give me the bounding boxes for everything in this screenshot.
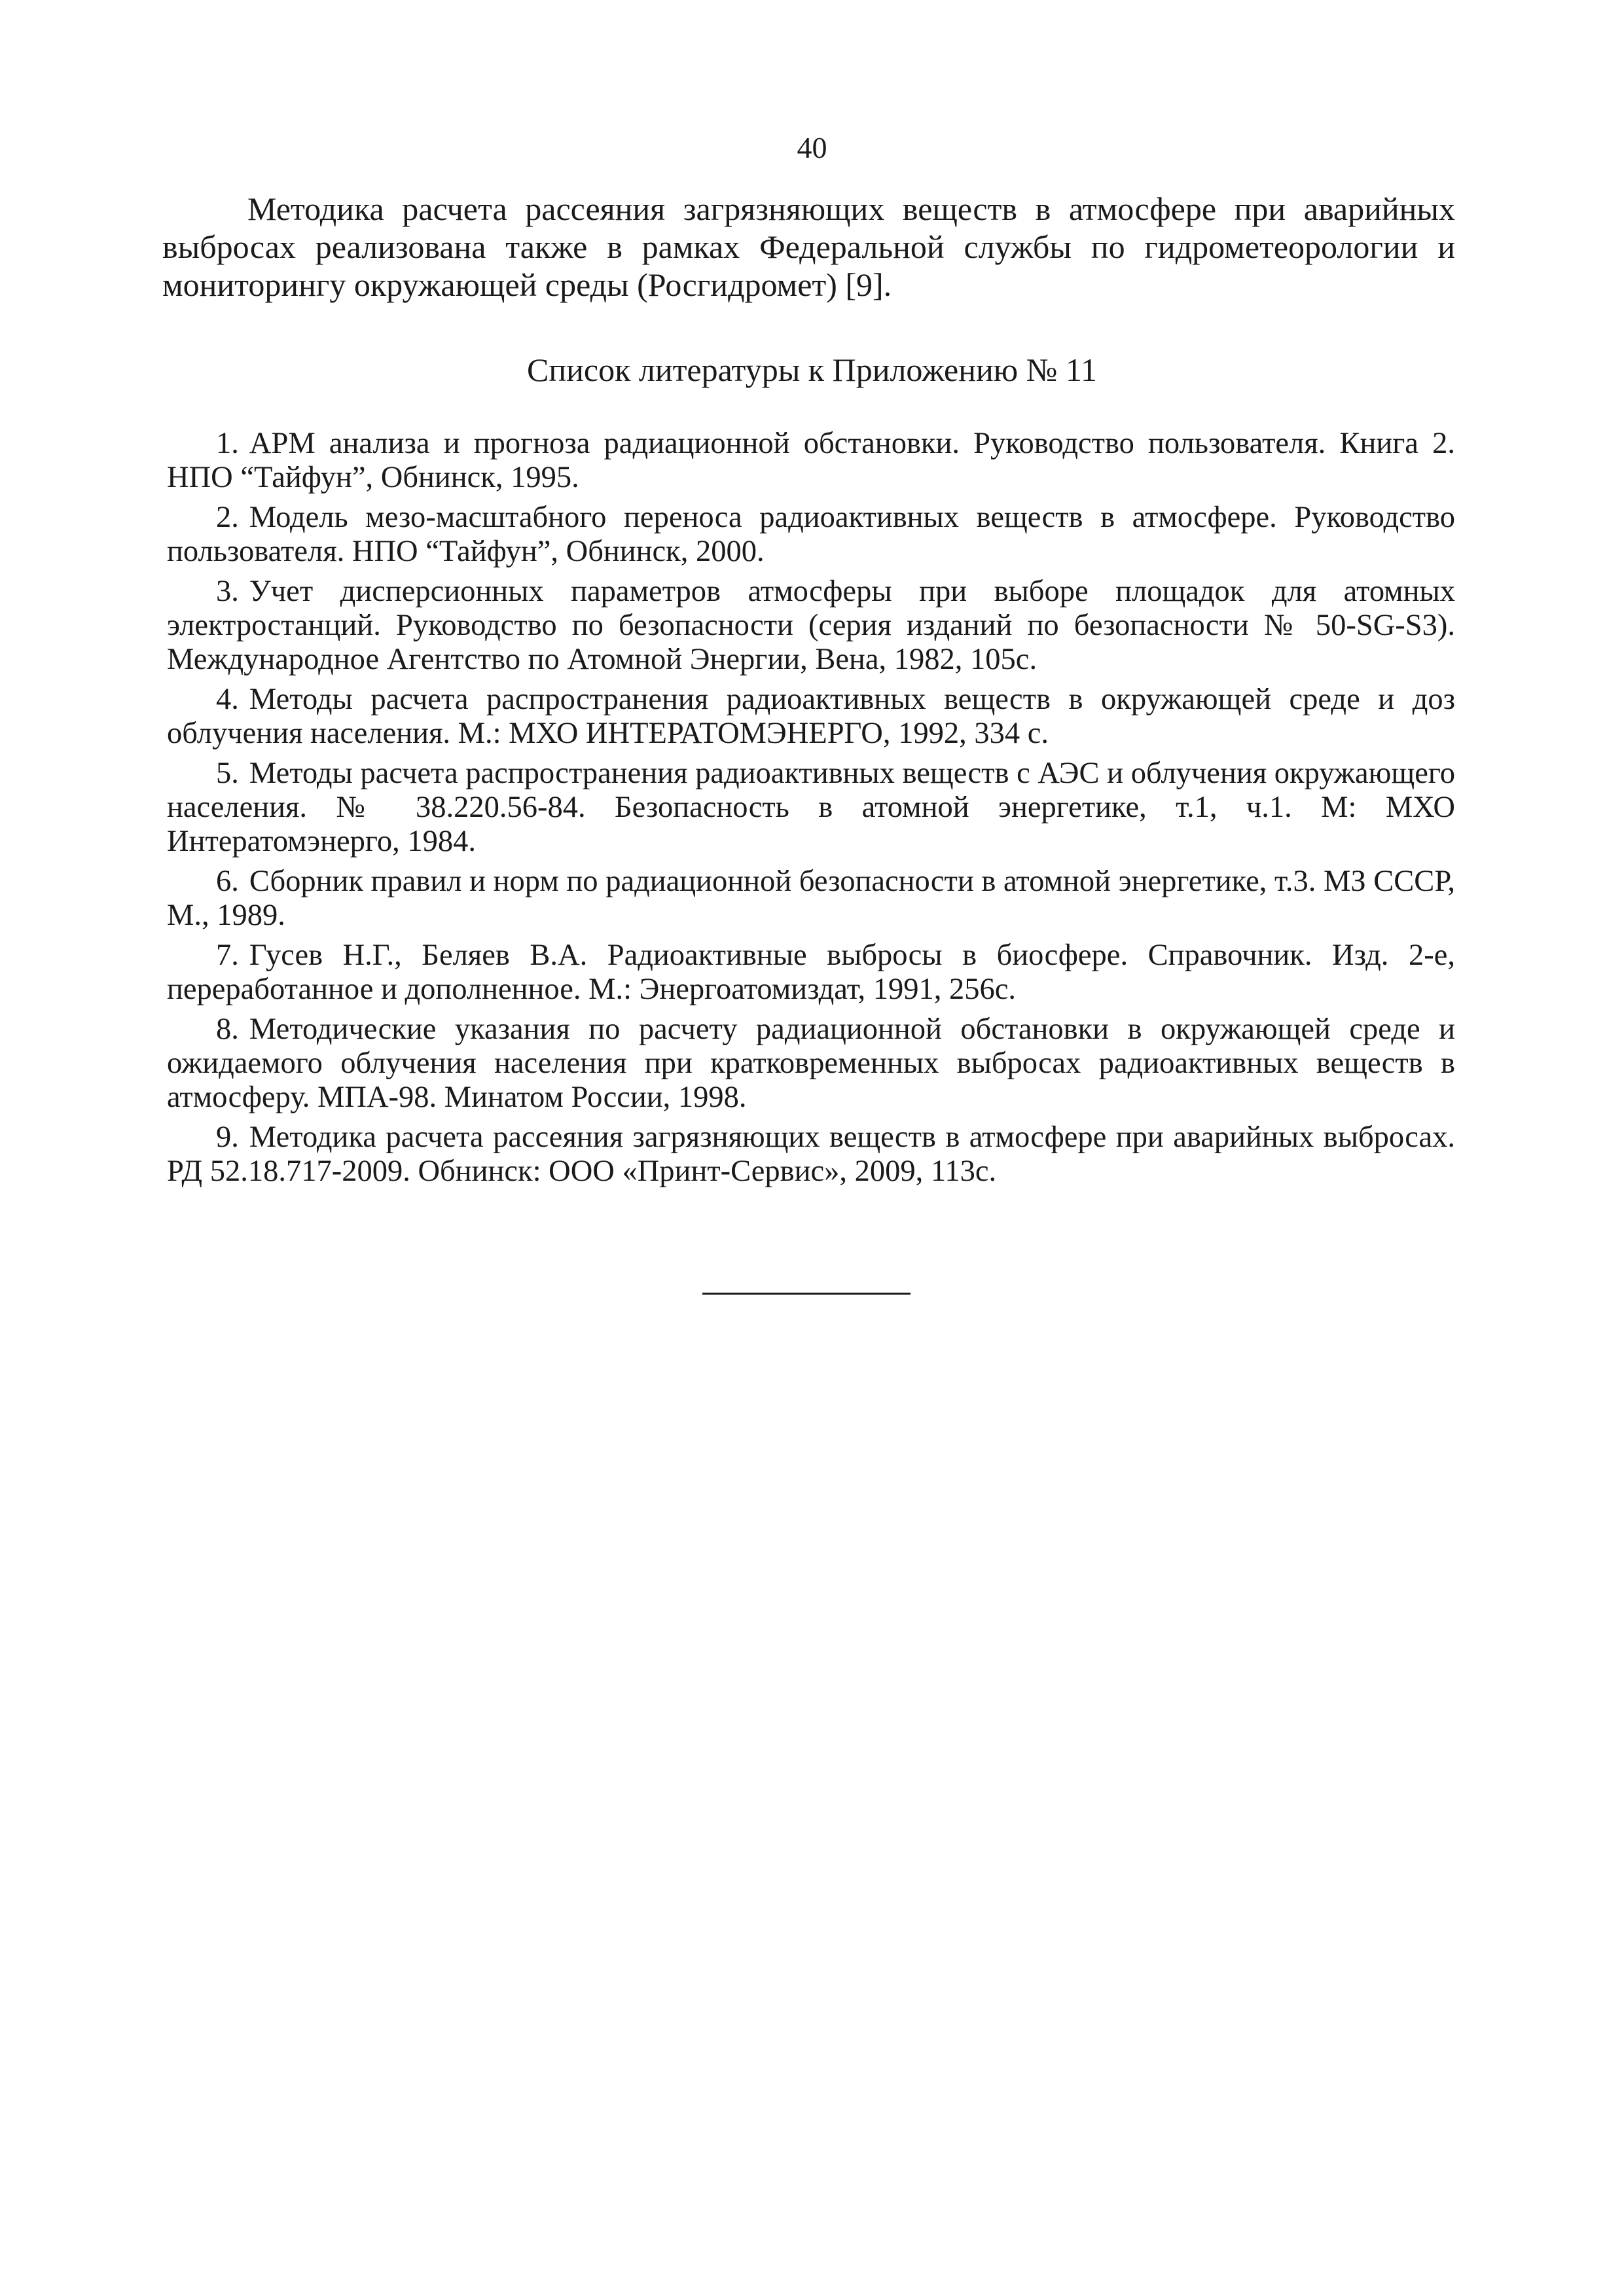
reference-number: 8. [216, 1013, 239, 1046]
reference-number: 7. [216, 939, 239, 972]
reference-number: 2. [216, 501, 239, 534]
reference-number: 4. [216, 683, 239, 716]
reference-item [167, 427, 1455, 495]
reference-list [167, 427, 1455, 1194]
reference-text: Методика расчета рассеяния загрязняющих веществ в атмосфере при аварийных выбросах. РД 52.18.717-2009. Обнинск: ООО «Принт-Сервис», 2009, 113с. [167, 1121, 1455, 1188]
reference-item [167, 939, 1455, 1007]
reference-item [167, 575, 1455, 677]
reference-text: Методы расчета распространения радиоактивных веществ с АЭС и облучения окружающего населения. № 38.220.56-84. Безопасность в атомной энергетике, т.1, ч.1. М: МХО Интератомэнерго, 1984. [167, 757, 1455, 858]
reference-text: Гусев Н.Г., Беляев В.А. Радиоактивные выбросы в биосфере. Справочник. Изд. 2-е, переработанное и дополненное. М.: Энергоатомиздат, 1991, 256с. [167, 939, 1455, 1006]
end-of-section-rule [702, 1293, 911, 1295]
reference-text: Сборник правил и норм по радиационной безопасности в атомной энергетике, т.3. МЗ СССР, М., 1989. [167, 865, 1455, 932]
page-number: 40 [797, 131, 827, 164]
reference-item [167, 1121, 1455, 1189]
reference-text: Методы расчета распространения радиоактивных веществ в окружающей среде и доз облучения населения. М.: МХО ИНТЕРАТОМЭНЕРГО, 1992, 334 с. [167, 683, 1455, 750]
reference-number: 9. [216, 1121, 239, 1154]
reference-text: АРМ анализа и прогноза радиационной обстановки. Руководство пользователя. Книга 2. НПО “Тайфун”, Обнинск, 1995. [167, 427, 1455, 494]
reference-item [167, 501, 1455, 569]
reference-number: 3. [216, 575, 239, 608]
reference-item [167, 1013, 1455, 1115]
reference-number: 1. [216, 427, 239, 460]
reference-number: 5. [216, 757, 239, 790]
bibliography-title: Список литературы к Приложению № 11 [527, 351, 1097, 388]
reference-number: 6. [216, 865, 239, 898]
reference-text: Модель мезо-масштабного переноса радиоактивных веществ в атмосфере. Руководство пользователя. НПО “Тайфун”, Обнинск, 2000. [167, 501, 1455, 568]
intro-paragraph: Методика расчета рассеяния загрязняющих веществ в атмосфере при аварийных выбросах реализована также в рамках Федеральной службы по гидрометеорологии и мониторингу окружающей среды (Росгидромет) [9]. [162, 190, 1455, 303]
reference-item [167, 683, 1455, 751]
reference-item [167, 757, 1455, 859]
reference-item [167, 865, 1455, 933]
reference-text: Методические указания по расчету радиационной обстановки в окружающей среде и ожидаемого облучения населения при кратковременных выбросах радиоактивных веществ в атмосферу. МПА-98. Минатом России, 1998. [167, 1013, 1455, 1114]
reference-text: Учет дисперсионных параметров атмосферы при выборе площадок для атомных электростанций. Руководство по безопасности (серия изданий по безопасности № 50-SG-S3). Международное Агентство по Атомной Энергии, Вена, 1982, 105с. [167, 575, 1455, 676]
